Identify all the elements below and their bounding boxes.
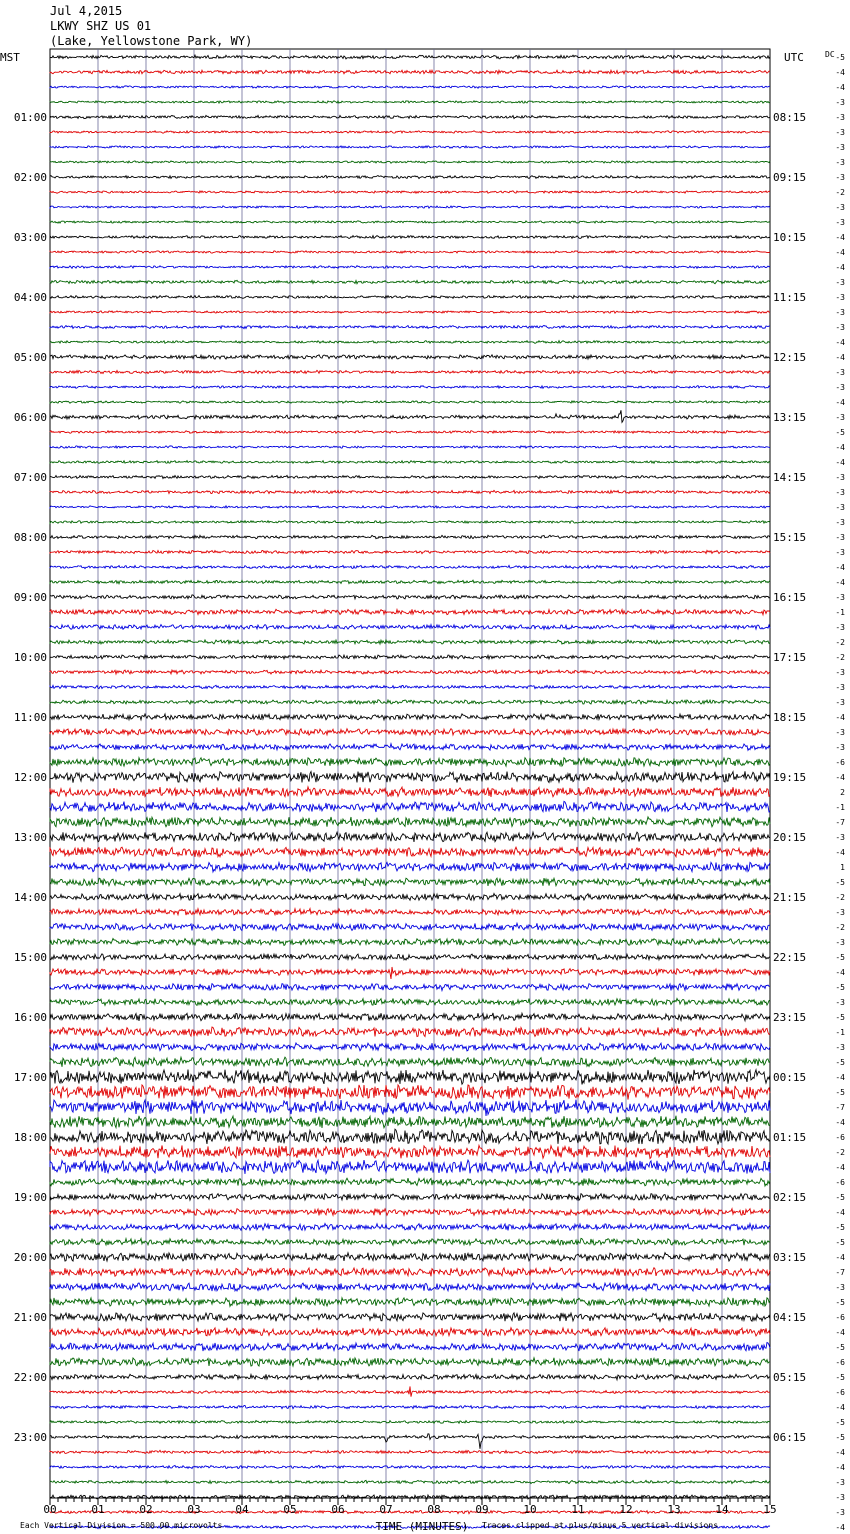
left-hour-label: 08:00 [13,531,47,544]
right-hour-label: 20:15 [773,831,807,844]
left-hour-label: 06:00 [13,411,47,424]
trace-row-31 [50,521,770,524]
dc-offset-label: -2 [835,893,845,902]
dc-offset-label: -3 [835,1508,845,1517]
header-station: LKWY SHZ US 01 [50,19,152,33]
trace-row-20 [50,355,770,359]
dc-offset-label: -5 [835,1193,845,1202]
right-hour-label: 21:15 [773,891,807,904]
trace-row-19 [50,341,770,344]
dc-offset-label: -5 [835,1223,845,1232]
x-tick-label: 06 [331,1503,345,1516]
dc-offset-label: -5 [835,1058,845,1067]
left-hour-label: 10:00 [13,651,47,664]
x-tick-label: 01 [91,1503,105,1516]
trace-row-53 [50,847,770,857]
right-hour-label: 12:15 [773,351,807,364]
dc-offset-label: -4 [835,713,845,722]
dc-offset-label: -3 [835,1043,845,1052]
dc-offset-label: -3 [835,593,845,602]
trace-row-28 [50,475,770,478]
dc-offset-label: -4 [835,1253,845,1262]
dc-offset-label: -3 [835,128,845,137]
trace-row-8 [50,176,770,179]
left-hour-label: 20:00 [13,1251,47,1264]
x-tick-label: 10 [523,1503,537,1516]
x-tick-label: 02 [139,1503,153,1516]
trace-row-50 [50,801,770,812]
dc-offset-label: -3 [835,533,845,542]
trace-row-17 [50,311,770,313]
trace-row-41 [50,670,770,674]
trace-row-86 [50,1343,770,1352]
trace-row-91 [50,1421,770,1424]
dc-offset-label: -2 [835,923,845,932]
dc-header-label: DC [825,50,835,59]
trace-row-24 [50,410,770,422]
x-tick-label: 11 [571,1503,585,1516]
dc-offset-label: -1 [835,608,845,617]
left-hour-label: 18:00 [13,1131,47,1144]
dc-offset-label: 2 [840,788,845,797]
scale-note: Each Vertical Division = 500.00 microvolts [20,1521,223,1530]
dc-offset-label: -2 [835,638,845,647]
dc-offset-label: -7 [835,818,845,827]
trace-row-58 [50,923,770,930]
trace-row-18 [50,325,770,328]
trace-row-22 [50,386,770,389]
dc-offset-label: -5 [835,428,845,437]
dc-offset-label: 1 [840,863,845,872]
trace-row-68 [50,1070,770,1085]
trace-row-26 [50,446,770,448]
trace-row-84 [50,1313,770,1321]
dc-offset-label: -4 [835,398,845,407]
dc-offset-label: -4 [835,1523,845,1532]
left-hour-label: 05:00 [13,351,47,364]
trace-row-66 [50,1043,770,1051]
x-tick-label: 00 [43,1503,57,1516]
dc-offset-label: -3 [835,503,845,512]
trace-row-70 [50,1100,770,1116]
right-hour-label: 18:15 [773,711,807,724]
dc-offset-label: -5 [835,1418,845,1427]
dc-offset-label: -4 [835,1328,845,1337]
trace-row-2 [50,86,770,88]
dc-offset-label: -4 [835,1118,845,1127]
dc-offset-label: -2 [835,1148,845,1157]
trace-row-87 [50,1358,770,1366]
right-hour-label: 13:15 [773,411,807,424]
dc-offset-label: -3 [835,383,845,392]
trace-row-5 [50,131,770,133]
dc-offset-label: -4 [835,1463,845,1472]
right-hour-label: 06:15 [773,1431,807,1444]
trace-row-13 [50,251,770,253]
left-timezone-label: MST [0,51,20,64]
trace-row-36 [50,595,770,599]
trace-row-9 [50,191,770,193]
dc-offset-label: -5 [835,878,845,887]
left-hour-label: 03:00 [13,231,47,244]
header-location: (Lake, Yellowstone Park, WY) [50,34,253,48]
x-tick-label: 04 [235,1503,249,1516]
trace-row-79 [50,1238,770,1245]
dc-offset-label: -3 [835,218,845,227]
trace-row-94 [50,1465,770,1468]
trace-row-45 [50,729,770,736]
trace-row-60 [50,954,770,960]
trace-row-11 [50,221,770,223]
x-tick-label: 09 [475,1503,489,1516]
dc-offset-label: -4 [835,353,845,362]
dc-offset-label: -4 [835,248,845,257]
trace-row-61 [50,967,770,979]
trace-row-48 [50,771,770,782]
left-hour-label: 14:00 [13,891,47,904]
trace-row-57 [50,909,770,916]
trace-row-73 [50,1145,770,1158]
x-tick-label: 14 [715,1503,729,1516]
dc-offset-label: -3 [835,743,845,752]
right-hour-label: 04:15 [773,1311,807,1324]
dc-offset-label: -3 [835,323,845,332]
left-hour-label: 16:00 [13,1011,47,1024]
dc-offset-label: -3 [835,143,845,152]
dc-offset-label: -3 [835,113,845,122]
trace-row-90 [50,1406,770,1409]
dc-offset-label: -4 [835,578,845,587]
right-hour-label: 08:15 [773,111,807,124]
trace-row-97 [50,1511,770,1514]
dc-offset-label: -3 [835,158,845,167]
trace-row-21 [50,370,770,373]
dc-offset-label: -3 [835,518,845,527]
dc-offset-label: -3 [835,1493,845,1502]
trace-row-7 [50,161,770,163]
dc-offset-label: -4 [835,68,845,77]
trace-row-46 [50,744,770,751]
trace-row-82 [50,1283,770,1291]
trace-row-88 [50,1374,770,1379]
trace-row-4 [50,115,770,118]
dc-offset-label: -3 [835,278,845,287]
dc-offset-label: -3 [835,683,845,692]
dc-offset-label: -4 [835,848,845,857]
x-tick-label: 03 [187,1503,201,1516]
trace-row-16 [50,296,770,299]
right-hour-label: 10:15 [773,231,807,244]
x-tick-label: 05 [283,1503,297,1516]
dc-offset-label: -3 [835,203,845,212]
trace-row-23 [50,401,770,403]
right-hour-label: 23:15 [773,1011,807,1024]
trace-row-15 [50,280,770,284]
dc-offset-label: -3 [835,698,845,707]
trace-row-43 [50,700,770,704]
trace-row-65 [50,1027,770,1037]
dc-offset-label: -3 [835,728,845,737]
dc-offset-label: -3 [835,473,845,482]
dc-offset-label: -4 [835,458,845,467]
trace-row-85 [50,1328,770,1337]
dc-offset-label: -4 [835,1208,845,1217]
trace-row-71 [50,1116,770,1128]
trace-row-67 [50,1057,770,1067]
dc-offset-label: -4 [835,83,845,92]
trace-row-14 [50,266,770,269]
trace-row-78 [50,1224,770,1231]
x-axis-title: TIME (MINUTES) [375,1520,469,1533]
trace-row-93 [50,1450,770,1453]
trace-row-6 [50,146,770,148]
trace-row-38 [50,625,770,630]
dc-offset-label: -6 [835,1388,845,1397]
trace-row-72 [50,1129,770,1144]
right-hour-label: 14:15 [773,471,807,484]
right-hour-label: 09:15 [773,171,807,184]
right-hour-label: 01:15 [773,1131,807,1144]
right-hour-label: 17:15 [773,651,807,664]
dc-offset-label: -3 [835,488,845,497]
dc-offset-label: -3 [835,938,845,947]
trace-row-54 [50,862,770,871]
dc-offset-label: -5 [835,1433,845,1442]
trace-row-33 [50,550,770,553]
dc-offset-label: -7 [835,1103,845,1112]
right-hour-label: 00:15 [773,1071,807,1084]
left-hour-label: 21:00 [13,1311,47,1324]
x-tick-label: 08 [427,1503,441,1516]
right-hour-label: 02:15 [773,1191,807,1204]
dc-offset-label: -3 [835,1283,845,1292]
dc-offset-label: -4 [835,1163,845,1172]
dc-offset-label: -3 [835,413,845,422]
trace-row-52 [50,832,770,842]
dc-offset-label: -5 [835,1013,845,1022]
dc-offset-label: -5 [835,1343,845,1352]
trace-row-77 [50,1209,770,1216]
dc-offset-label: -4 [835,1073,845,1082]
right-hour-label: 19:15 [773,771,807,784]
trace-row-27 [50,461,770,464]
dc-offset-label: -3 [835,548,845,557]
left-hour-label: 22:00 [13,1371,47,1384]
trace-row-62 [50,984,770,991]
trace-row-3 [50,101,770,103]
right-hour-label: 15:15 [773,531,807,544]
dc-offset-label: -3 [835,833,845,842]
left-hour-label: 02:00 [13,171,47,184]
dc-offset-label: -4 [835,968,845,977]
dc-offset-label: -7 [835,1268,845,1277]
dc-offset-label: -5 [835,953,845,962]
x-tick-label: 12 [619,1503,633,1516]
left-hour-label: 04:00 [13,291,47,304]
left-hour-label: 07:00 [13,471,47,484]
trace-row-81 [50,1268,770,1277]
dc-offset-label: -3 [835,368,845,377]
trace-row-74 [50,1160,770,1174]
dc-offset-label: -5 [835,983,845,992]
right-hour-label: 16:15 [773,591,807,604]
left-hour-label: 13:00 [13,831,47,844]
x-tick-label: 15 [763,1503,777,1516]
dc-offset-label: -5 [835,1238,845,1247]
trace-row-1 [50,70,770,74]
trace-row-51 [50,817,770,827]
dc-offset-label: -3 [835,308,845,317]
header-date: Jul 4,2015 [50,4,123,18]
trace-row-30 [50,506,770,508]
trace-row-92 [50,1434,770,1449]
dc-offset-label: -6 [835,1358,845,1367]
dc-offset-label: -3 [835,623,845,632]
trace-row-64 [50,1013,770,1021]
dc-offset-label: -5 [835,1373,845,1382]
trace-row-49 [50,787,770,797]
trace-row-37 [50,609,770,614]
dc-offset-label: -2 [835,188,845,197]
trace-row-59 [50,939,770,946]
dc-offset-label: -3 [835,668,845,677]
trace-row-80 [50,1253,770,1261]
left-hour-label: 15:00 [13,951,47,964]
right-hour-label: 05:15 [773,1371,807,1384]
dc-offset-label: -3 [835,998,845,1007]
trace-row-29 [50,490,770,493]
dc-offset-label: -3 [835,293,845,302]
x-tick-label: 13 [667,1503,681,1516]
dc-offset-label: -5 [835,1088,845,1097]
dc-offset-label: -3 [835,1478,845,1487]
dc-offset-label: -6 [835,1178,845,1187]
trace-row-63 [50,999,770,1006]
dc-offset-label: -3 [835,98,845,107]
clip-note: Traces clipped at plus/minus 5 vertical divisions [482,1521,719,1530]
right-hour-label: 11:15 [773,291,807,304]
trace-row-56 [50,894,770,901]
left-hour-label: 12:00 [13,771,47,784]
dc-offset-label: -3 [835,173,845,182]
dc-offset-label: -1 [835,803,845,812]
left-hour-label: 01:00 [13,111,47,124]
trace-row-47 [50,758,770,766]
trace-row-0 [50,55,770,59]
dc-offset-label: -6 [835,758,845,767]
right-hour-label: 22:15 [773,951,807,964]
dc-offset-label: -5 [835,1298,845,1307]
x-tick-label: 07 [379,1503,393,1516]
trace-row-44 [50,714,770,720]
trace-row-40 [50,655,770,659]
trace-row-55 [50,878,770,886]
trace-row-83 [50,1298,770,1306]
left-hour-label: 09:00 [13,591,47,604]
right-timezone-label: UTC [784,51,804,64]
left-hour-label: 23:00 [13,1431,47,1444]
dc-offset-label: -1 [835,1028,845,1037]
trace-row-32 [50,535,770,538]
dc-offset-label: -6 [835,1313,845,1322]
trace-row-39 [50,640,770,644]
right-hour-label: 03:15 [773,1251,807,1264]
trace-row-42 [50,685,770,689]
left-hour-label: 17:00 [13,1071,47,1084]
dc-offset-label: -4 [835,1448,845,1457]
trace-row-89 [50,1386,770,1396]
dc-offset-label: -4 [835,563,845,572]
trace-row-76 [50,1194,770,1201]
dc-offset-label: -4 [835,233,845,242]
dc-offset-label: -4 [835,1403,845,1412]
dc-offset-label: -4 [835,443,845,452]
dc-offset-label: -6 [835,1133,845,1142]
left-hour-label: 11:00 [13,711,47,724]
left-hour-label: 19:00 [13,1191,47,1204]
trace-row-75 [50,1178,770,1186]
dc-offset-label: -4 [835,263,845,272]
trace-row-12 [50,236,770,239]
trace-row-95 [50,1480,770,1483]
trace-row-35 [50,580,770,584]
dc-offset-label: -5 [835,53,845,62]
dc-offset-label: -2 [835,653,845,662]
trace-row-69 [50,1085,770,1100]
dc-offset-label: -4 [835,338,845,347]
dc-offset-label: -3 [835,908,845,917]
trace-row-34 [50,565,770,568]
trace-row-25 [50,431,770,434]
dc-offset-label: -4 [835,773,845,782]
trace-row-10 [50,206,770,208]
